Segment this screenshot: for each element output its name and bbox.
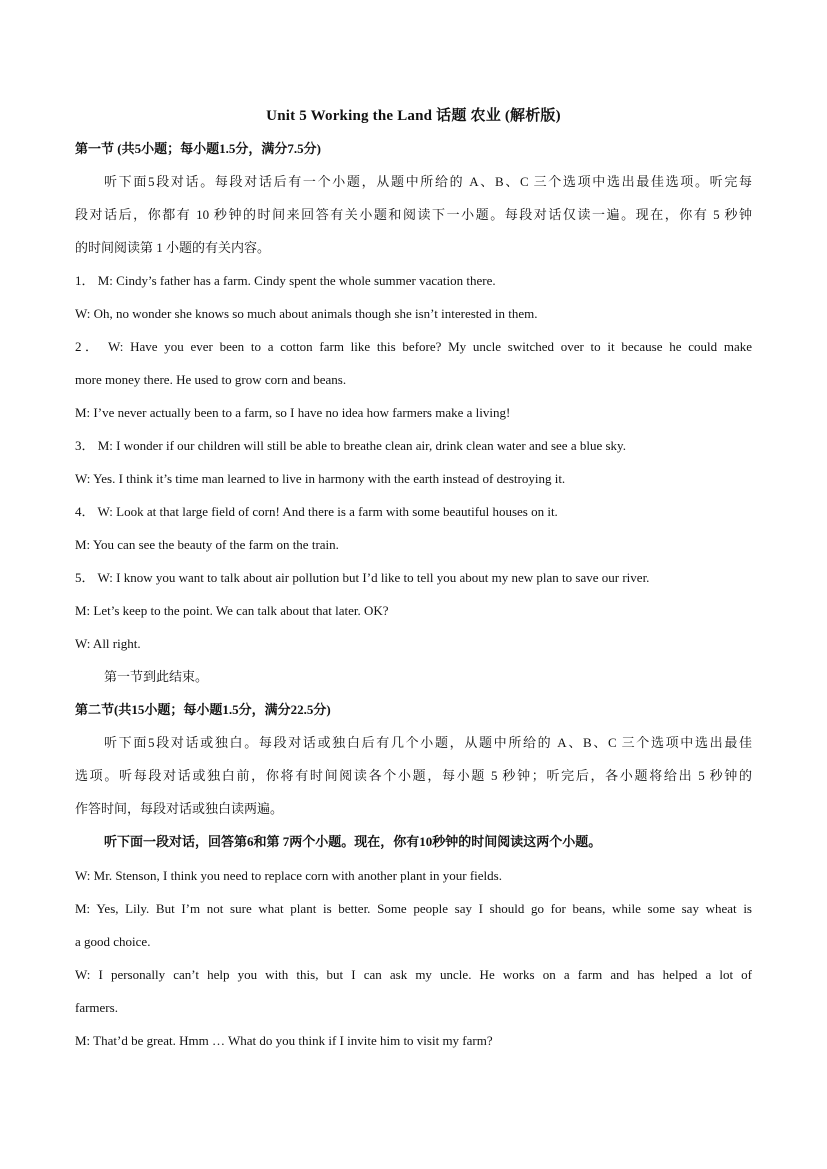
dialogue-line: W: Yes. I think it’s time man learned to live in harmony with the earth instead of destroying it.	[75, 471, 566, 486]
section2-instruction-line: 作答时间，每段对话或独白读两遍。	[75, 801, 284, 816]
document-title: Unit 5 Working the Land 话题 农业 (解析版)	[266, 108, 561, 124]
section1-instruction-line: 段对话后，你都有 10 秒钟的时间来回答有关小题和阅读下一小题。每段对话仅读一遍。现在，你有 5 秒钟	[75, 207, 752, 222]
section2-instruction-line: 选项。听每段对话或独白前，你将有时间阅读各个小题，每小题 5 秒钟；听完后，各小题将给出 5 秒钟的	[75, 768, 752, 783]
dialogue-line: M: Let’s keep to the point. We can talk about that later. OK?	[75, 603, 389, 618]
dialogue-line: W: Oh, no wonder she knows so much about animals though she isn’t interested in them.	[75, 306, 538, 321]
dialogue-line: M: You can see the beauty of the farm on the train.	[75, 537, 339, 552]
dialogue-line: more money there. He used to grow corn and beans.	[75, 372, 347, 387]
section2-instruction-line: 听下面5段对话或独白。每段对话或独白后有几个小题，从题中所给的 A、B、C 三个选项中选出最佳	[104, 735, 752, 750]
section1-end-note: 第一节到此结束。	[104, 669, 209, 684]
dialogue-line: 5． W: I know you want to talk about air pollution but I’d like to tell you about my new plan to save our river.	[75, 570, 650, 585]
dialogue-line: 2． W: Have you ever been to a cotton farm like this before? My uncle switched over to it because he could make	[75, 339, 752, 354]
dialogue-line: farmers.	[75, 1000, 118, 1015]
section1-instruction-line: 的时间阅读第 1 小题的有关内容。	[75, 240, 271, 255]
section1-heading: 第一节 (共5小题；每小题1.5分，满分7.5分)	[75, 141, 321, 156]
dialogue-line: 1． M: Cindy’s father has a farm. Cindy spent the whole summer vacation there.	[75, 273, 496, 288]
dialogue-line: M: That’d be great. Hmm … What do you think if I invite him to visit my farm?	[75, 1033, 493, 1048]
section2-heading: 第二节(共15小题；每小题1.5分，满分22.5分)	[75, 702, 331, 717]
dialogue-line: M: Yes, Lily. But I’m not sure what plant is better. Some people say I should go for beans, while some say wheat is	[75, 901, 752, 916]
dialogue-line: a good choice.	[75, 934, 151, 949]
dialogue-line: 4． W: Look at that large field of corn! And there is a farm with some beautiful houses on it.	[75, 504, 558, 519]
dialogue-line: W: I personally can’t help you with this, but I can ask my uncle. He works on a farm and has helped a lot of	[75, 967, 752, 982]
dialogue-line: M: I’ve never actually been to a farm, so I have no idea how farmers make a living!	[75, 405, 511, 420]
dialogue-line: 3． M: I wonder if our children will still be able to breathe clean air, drink clean water and see a blue sky.	[75, 438, 626, 453]
section1-instruction-line: 听下面5段对话。每段对话后有一个小题，从题中所给的 A、B、C 三个选项中选出最佳选项。听完每	[104, 174, 752, 189]
section2-prompt: 听下面一段对话，回答第6和第 7两个小题。现在，你有10秒钟的时间阅读这两个小题。	[104, 834, 602, 849]
dialogue-line: W: Mr. Stenson, I think you need to replace corn with another plant in your fields.	[75, 868, 502, 883]
dialogue-line: W: All right.	[75, 636, 141, 651]
